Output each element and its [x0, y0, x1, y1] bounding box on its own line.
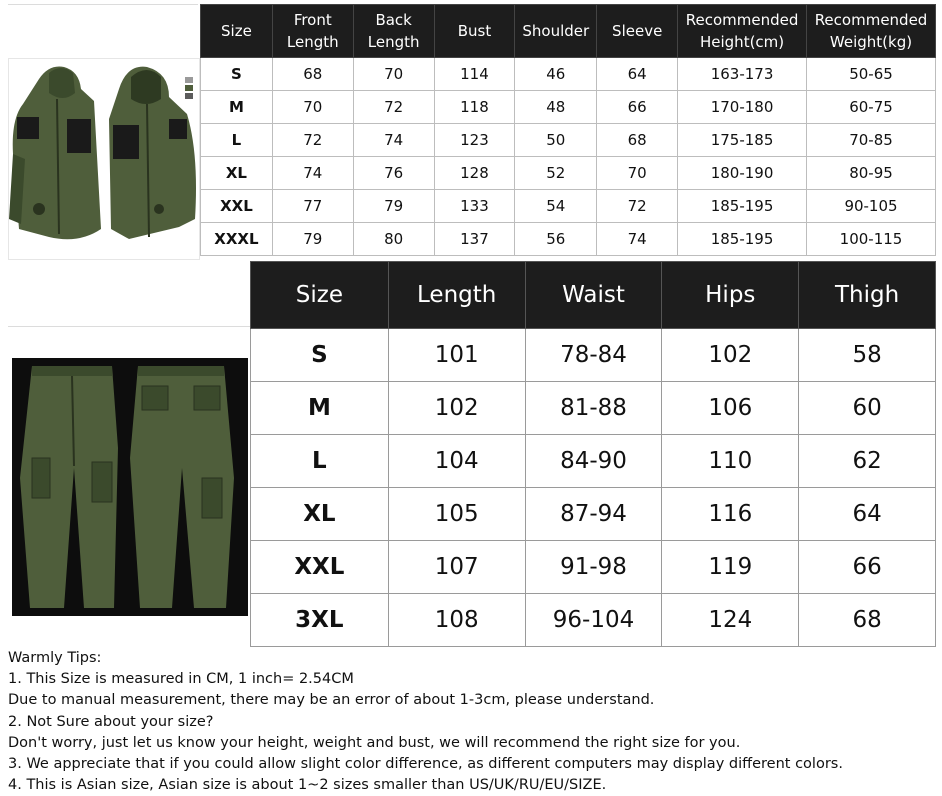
- tip-line: 2. Not Sure about your size?: [8, 713, 214, 730]
- left-divider-mid: [8, 326, 250, 327]
- pants-size-cell: L: [251, 435, 389, 488]
- pants-header-cell: Thigh: [799, 262, 936, 329]
- pants-size-cell: M: [251, 382, 389, 435]
- jacket-header-cell: Sleeve: [597, 5, 678, 58]
- jacket-value-cell: 100-115: [807, 223, 936, 256]
- jacket-value-cell: 76: [353, 157, 434, 190]
- pants-size-cell: 3XL: [251, 594, 389, 647]
- jacket-illustration: [9, 59, 199, 259]
- pants-value-cell: 64: [799, 488, 936, 541]
- tip-line: Don't worry, just let us know your height, weight and bust, we will recommend the right size for you.: [8, 734, 741, 751]
- pants-value-cell: 124: [662, 594, 799, 647]
- pants-value-cell: 87-94: [525, 488, 662, 541]
- left-divider-top: [8, 4, 198, 5]
- pants-size-cell: XXL: [251, 541, 389, 594]
- jacket-value-cell: 185-195: [678, 190, 807, 223]
- pants-product-image: [12, 358, 248, 616]
- jacket-table-body: [201, 58, 936, 256]
- jacket-value-cell: 50: [515, 124, 597, 157]
- jacket-value-cell: 114: [434, 58, 515, 91]
- jacket-value-cell: 163-173: [678, 58, 807, 91]
- jacket-size-cell: L: [201, 124, 273, 157]
- jacket-value-cell: 46: [515, 58, 597, 91]
- jacket-size-cell: XXL: [201, 190, 273, 223]
- jacket-value-cell: 70-85: [807, 124, 936, 157]
- jacket-value-cell: 56: [515, 223, 597, 256]
- pants-value-cell: 105: [388, 488, 525, 541]
- pants-value-cell: 106: [662, 382, 799, 435]
- jacket-size-cell: XL: [201, 157, 273, 190]
- jacket-value-cell: 48: [515, 91, 597, 124]
- tip-line: 4. This is Asian size, Asian size is about 1~2 sizes smaller than US/UK/RU/EU/SIZE.: [8, 777, 607, 794]
- pants-value-cell: 78-84: [525, 329, 662, 382]
- pants-value-cell: 101: [388, 329, 525, 382]
- pants-value-cell: 62: [799, 435, 936, 488]
- table-row: [251, 488, 936, 541]
- pants-value-cell: 107: [388, 541, 525, 594]
- table-row: [201, 190, 936, 223]
- jacket-value-cell: 72: [597, 190, 678, 223]
- warmly-tips: [8, 648, 934, 796]
- pants-header-cell: Waist: [525, 262, 662, 329]
- jacket-value-cell: 52: [515, 157, 597, 190]
- pants-value-cell: 81-88: [525, 382, 662, 435]
- table-row: [251, 541, 936, 594]
- pants-header-cell: Length: [388, 262, 525, 329]
- jacket-header-cell: Size: [201, 5, 273, 58]
- jacket-value-cell: 175-185: [678, 124, 807, 157]
- jacket-value-cell: 123: [434, 124, 515, 157]
- jacket-header-cell: Back Length: [353, 5, 434, 58]
- jacket-table-header: [201, 5, 936, 58]
- jacket-size-cell: XXXL: [201, 223, 273, 256]
- jacket-value-cell: 80-95: [807, 157, 936, 190]
- table-row: [251, 329, 936, 382]
- jacket-value-cell: 79: [272, 223, 353, 256]
- table-row: [201, 157, 936, 190]
- jacket-value-cell: 170-180: [678, 91, 807, 124]
- jacket-value-cell: 64: [597, 58, 678, 91]
- pants-value-cell: 84-90: [525, 435, 662, 488]
- jacket-header-cell: Recommended Weight(kg): [807, 5, 936, 58]
- jacket-value-cell: 137: [434, 223, 515, 256]
- jacket-header-cell: Shoulder: [515, 5, 597, 58]
- pants-table-body: [251, 329, 936, 647]
- jacket-header-cell: Recommended Height(cm): [678, 5, 807, 58]
- jacket-value-cell: 74: [353, 124, 434, 157]
- table-row: [201, 124, 936, 157]
- jacket-value-cell: 118: [434, 91, 515, 124]
- pants-value-cell: 91-98: [525, 541, 662, 594]
- pants-value-cell: 108: [388, 594, 525, 647]
- tip-line: 1. This Size is measured in CM, 1 inch= 2.54CM: [8, 671, 354, 688]
- pants-value-cell: 104: [388, 435, 525, 488]
- pants-illustration: [12, 358, 248, 616]
- table-row: [201, 223, 936, 256]
- pants-value-cell: 110: [662, 435, 799, 488]
- jacket-value-cell: 70: [353, 58, 434, 91]
- jacket-value-cell: 66: [597, 91, 678, 124]
- jacket-value-cell: 74: [597, 223, 678, 256]
- jacket-value-cell: 72: [272, 124, 353, 157]
- jacket-value-cell: 185-195: [678, 223, 807, 256]
- table-row: [251, 382, 936, 435]
- pants-value-cell: 66: [799, 541, 936, 594]
- jacket-value-cell: 70: [597, 157, 678, 190]
- table-row: [251, 435, 936, 488]
- jacket-size-cell: S: [201, 58, 273, 91]
- tip-line: 3. We appreciate that if you could allow slight color difference, as different computers may display different colors.: [8, 756, 843, 773]
- pants-value-cell: 60: [799, 382, 936, 435]
- jacket-product-image: [8, 58, 200, 260]
- jacket-value-cell: 90-105: [807, 190, 936, 223]
- pants-table-header: [251, 262, 936, 329]
- tip-line: Due to manual measurement, there may be an error of about 1-3cm, please understand.: [8, 692, 655, 709]
- pants-value-cell: 102: [662, 329, 799, 382]
- jacket-value-cell: 70: [272, 91, 353, 124]
- jacket-value-cell: 77: [272, 190, 353, 223]
- tips-title: Warmly Tips:: [8, 650, 102, 666]
- pants-size-cell: XL: [251, 488, 389, 541]
- jacket-size-table: [200, 4, 936, 256]
- pants-value-cell: 68: [799, 594, 936, 647]
- jacket-value-cell: 54: [515, 190, 597, 223]
- jacket-value-cell: 79: [353, 190, 434, 223]
- pants-header-cell: Size: [251, 262, 389, 329]
- jacket-value-cell: 60-75: [807, 91, 936, 124]
- pants-size-cell: S: [251, 329, 389, 382]
- jacket-value-cell: 50-65: [807, 58, 936, 91]
- jacket-value-cell: 68: [272, 58, 353, 91]
- pants-size-table: [250, 261, 936, 647]
- pants-value-cell: 102: [388, 382, 525, 435]
- table-row: [201, 58, 936, 91]
- jacket-value-cell: 74: [272, 157, 353, 190]
- pants-value-cell: 119: [662, 541, 799, 594]
- pants-header-cell: Hips: [662, 262, 799, 329]
- jacket-value-cell: 180-190: [678, 157, 807, 190]
- jacket-header-cell: Bust: [434, 5, 515, 58]
- jacket-value-cell: 68: [597, 124, 678, 157]
- table-row: [201, 91, 936, 124]
- jacket-size-cell: M: [201, 91, 273, 124]
- table-row: [251, 594, 936, 647]
- pants-value-cell: 58: [799, 329, 936, 382]
- pants-value-cell: 116: [662, 488, 799, 541]
- jacket-value-cell: 72: [353, 91, 434, 124]
- jacket-value-cell: 80: [353, 223, 434, 256]
- pants-value-cell: 96-104: [525, 594, 662, 647]
- jacket-value-cell: 133: [434, 190, 515, 223]
- jacket-header-cell: Front Length: [272, 5, 353, 58]
- jacket-value-cell: 128: [434, 157, 515, 190]
